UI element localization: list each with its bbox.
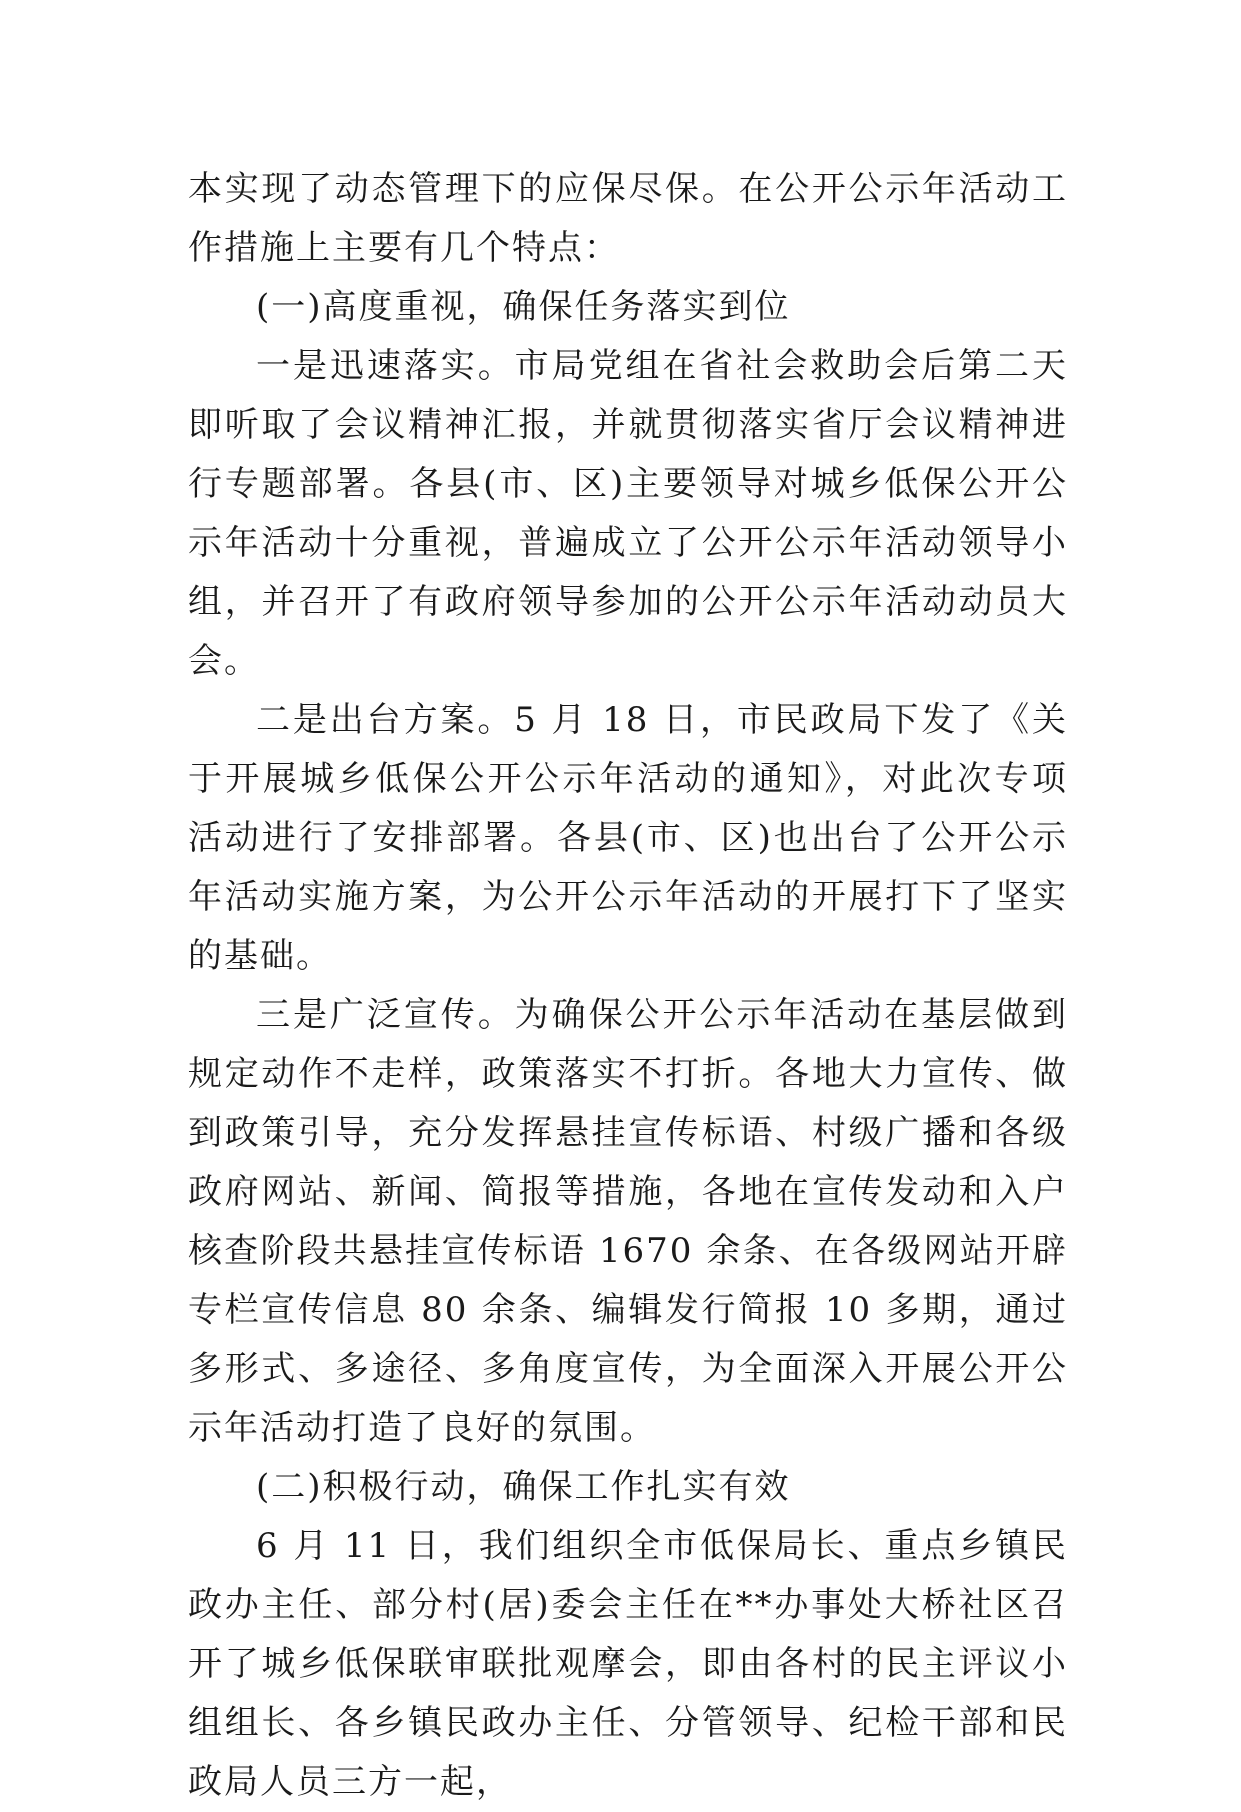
paragraph-continuation: 本实现了动态管理下的应保尽保。在公开公示年活动工作措施上主要有几个特点：	[188, 169, 1068, 268]
paragraph-issue-plan: 二是出台方案。5 月 18 日，市民政局下发了《关于开展城乡低保公开公示年活动的通知》，对此次专项活动进行了安排部署。各县(市、区)也出台了公开公示年活动实施方案，为公开公示年活动的开展打下了坚实的基础。	[188, 700, 1068, 976]
paragraph-june-meeting: 6 月 11 日，我们组织全市低保局长、重点乡镇民政办主任、部分村(居)委会主任在**办事处大桥社区召开了城乡低保联审联批观摩会，即由各村的民主评议小组组长、各乡镇民政办主任、分管领导、纪检干部和民政局人员三方一起，	[188, 1526, 1068, 1802]
section-heading-1: (一)高度重视，确保任务落实到位	[256, 287, 791, 327]
paragraph-rapid-implementation: 一是迅速落实。市局党组在省社会救助会后第二天即听取了会议精神汇报，并就贯彻落实省厅会议精神进行专题部署。各县(市、区)主要领导对城乡低保公开公示年活动十分重视，普遍成立了公开公示年活动领导小组，并召开了有政府领导参加的公开公示年活动动员大会。	[188, 346, 1068, 681]
section-heading-2: (二)积极行动，确保工作扎实有效	[256, 1467, 791, 1507]
paragraph-publicity: 三是广泛宣传。为确保公开公示年活动在基层做到规定动作不走样，政策落实不打折。各地大力宣传、做到政策引导，充分发挥悬挂宣传标语、村级广播和各级政府网站、新闻、简报等措施，各地在宣传发动和入户核查阶段共悬挂宣传标语 1670 余条、在各级网站开辟专栏宣传信息 80 余条、编辑发行简报 10 多期，通过多形式、多途径、多角度宣传，为全面深入开展公开公示年活动打造了良好的氛围。	[188, 995, 1068, 1448]
document-body	[188, 160, 1068, 1812]
